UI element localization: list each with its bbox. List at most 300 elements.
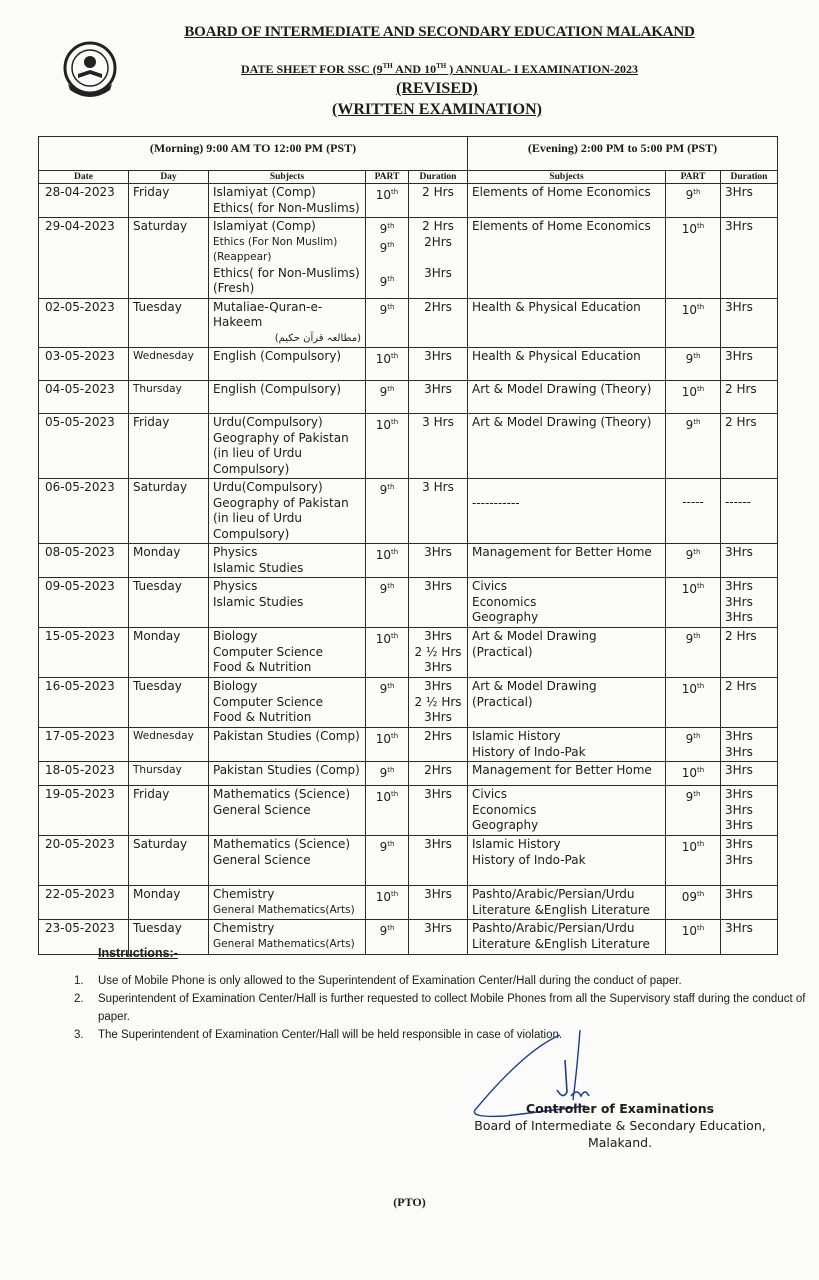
sup-th: TH: [436, 62, 447, 70]
part-value: [370, 480, 404, 499]
exam-date: 05-05-2023: [39, 414, 129, 478]
duration-line: 3Hrs: [725, 837, 753, 851]
part-number: 9: [685, 352, 694, 366]
part-suffix: th: [387, 240, 395, 249]
evening-duration: [721, 184, 777, 217]
duration-line: 3 Hrs: [422, 415, 454, 429]
morning-subjects: [209, 886, 366, 919]
part-number: 9: [379, 483, 388, 497]
part-value: [370, 787, 404, 806]
subject-line: Ethics( for Non-Muslims): [213, 200, 360, 215]
morning-duration: [409, 299, 468, 348]
subject-line: History of Indo-Pak: [472, 852, 586, 867]
table-row: [39, 678, 777, 728]
morning-subjects: [209, 299, 366, 348]
table-row: [39, 381, 777, 414]
duration-line: 3Hrs: [725, 594, 753, 609]
morning-shift-label: (Morning) 9:00 AM TO 12:00 PM (PST): [39, 137, 468, 170]
part-suffix: th: [391, 548, 399, 556]
part-value: [370, 629, 404, 648]
morning-part: [366, 728, 409, 761]
part-value: [370, 763, 404, 782]
part-value: [670, 579, 716, 598]
part-suffix: th: [391, 188, 399, 196]
subject-line: Food & Nutrition: [213, 660, 312, 674]
morning-duration: [409, 479, 468, 543]
exam-date: 18-05-2023: [39, 762, 129, 785]
exam-date: 17-05-2023: [39, 728, 129, 761]
col-header-evening-part: PART: [666, 171, 721, 183]
morning-part: [366, 299, 409, 348]
part-suffix: th: [387, 682, 395, 690]
evening-subjects: [468, 218, 666, 298]
subject-line: Mathematics (Science): [213, 787, 351, 801]
exam-date: 23-05-2023: [39, 920, 129, 954]
subject-line: Compulsory): [213, 526, 290, 541]
morning-duration: [409, 578, 468, 627]
part-value: [370, 185, 404, 204]
subject-line: Pashto/Arabic/Persian/Urdu: [472, 921, 635, 935]
evening-subjects: [468, 786, 666, 835]
duration-line: 3Hrs: [424, 349, 452, 363]
morning-part: [366, 218, 409, 298]
part-value: [370, 238, 404, 257]
part-number: 9: [685, 418, 694, 432]
exam-day: Friday: [129, 786, 209, 835]
evening-duration: [721, 762, 777, 785]
subject-line: Art & Model Drawing: [472, 629, 597, 643]
subject-line: Civics: [472, 579, 507, 593]
evening-part: [666, 479, 721, 543]
evening-part: [666, 678, 721, 727]
morning-duration: [409, 348, 468, 380]
morning-part: [366, 544, 409, 577]
part-number: 10: [681, 682, 698, 696]
exam-day: Saturday: [129, 479, 209, 543]
evening-duration: [721, 414, 777, 478]
duration-line: 2 ½ Hrs: [414, 694, 462, 709]
duration-line: 2Hrs: [424, 763, 452, 777]
duration-line: 2 ½ Hrs: [414, 644, 462, 659]
exam-day: Monday: [129, 886, 209, 919]
part-value: [370, 921, 404, 940]
part-number: 9: [379, 766, 388, 780]
subject-line: (in lieu of Urdu: [213, 446, 303, 460]
duration-line: [413, 250, 463, 266]
duration-line: 3Hrs: [725, 921, 753, 935]
exam-date: 08-05-2023: [39, 544, 129, 577]
subject-urdu-line: (مطالعہ قرآن حکیم): [274, 332, 361, 344]
duration-line: 3Hrs: [725, 818, 753, 832]
subject-line: Management for Better Home: [472, 545, 652, 559]
part-suffix: th: [693, 632, 701, 640]
subject-line: General Science: [213, 852, 311, 867]
subject-line: (Reappear): [213, 251, 272, 263]
subject-line: Pashto/Arabic/Persian/Urdu: [472, 887, 635, 901]
morning-part: [366, 762, 409, 785]
part-value: [370, 219, 404, 238]
morning-part: [366, 836, 409, 885]
part-number: 10: [375, 790, 392, 804]
part-suffix: th: [387, 483, 395, 491]
subject-line: [472, 480, 661, 496]
duration-line: 3Hrs: [725, 802, 753, 817]
subject-line: (Fresh): [213, 281, 255, 295]
part-suffix: th: [387, 385, 395, 393]
part-suffix: th: [391, 790, 399, 798]
table-row: [39, 786, 777, 836]
part-suffix: th: [693, 732, 701, 740]
duration-line: 3Hrs: [725, 787, 753, 801]
evening-duration: [721, 381, 777, 413]
evening-part: [666, 218, 721, 298]
part-value: [370, 300, 404, 319]
exam-date: 20-05-2023: [39, 836, 129, 885]
evening-duration: [721, 678, 777, 727]
exam-date: 02-05-2023: [39, 299, 129, 348]
morning-subjects: [209, 786, 366, 835]
morning-part: [366, 578, 409, 627]
part-suffix: th: [693, 352, 701, 360]
subject-line: Ethics( for Non-Muslims): [213, 265, 360, 280]
part-value: [670, 415, 716, 434]
duration-line: 3Hrs: [725, 744, 753, 759]
part-number: 9: [379, 240, 388, 255]
exam-day: Thursday: [129, 762, 209, 785]
evening-part: [666, 381, 721, 413]
evening-duration: [721, 886, 777, 919]
part-number: 9: [685, 632, 694, 646]
table-row: [39, 299, 777, 349]
exam-day: Monday: [129, 628, 209, 677]
duration-line: 3Hrs: [424, 579, 452, 593]
table-row: [39, 218, 777, 299]
evening-subjects: [468, 381, 666, 413]
exam-day: Saturday: [129, 836, 209, 885]
part-value: [370, 887, 404, 906]
evening-subjects: [468, 836, 666, 885]
duration-line: 2Hrs: [424, 729, 452, 743]
exam-date: 29-04-2023: [39, 218, 129, 298]
signatory-title: Controller of Examinations: [525, 1101, 715, 1116]
subject-line: Geography of Pakistan: [213, 430, 349, 445]
subject-line: Compulsory): [213, 461, 290, 476]
duration-line: 2Hrs: [424, 299, 452, 314]
morning-part: [366, 184, 409, 217]
duration-line: 3Hrs: [424, 382, 452, 396]
part-value: [370, 415, 404, 434]
morning-duration: [409, 886, 468, 919]
part-value: [670, 729, 716, 748]
part-number: 9: [685, 732, 694, 746]
signature-block: [440, 1100, 800, 1151]
date-sheet-title-prefix: DATE SHEET FOR SSC (9: [241, 62, 383, 76]
part-value: [670, 763, 716, 782]
instruction-text: The Superintendent of Examination Center/Hall will be held responsible in case of violation.: [98, 1029, 563, 1041]
evening-part: [666, 299, 721, 348]
subject-line: Health & Physical Education: [472, 299, 641, 314]
evening-subjects: [468, 299, 666, 348]
part-number: 10: [681, 302, 698, 317]
subject-line: Management for Better Home: [472, 763, 652, 777]
evening-part: [666, 184, 721, 217]
date-sheet-title: [0, 62, 819, 77]
duration-line: 3Hrs: [725, 579, 753, 593]
subject-line: Pakistan Studies (Comp): [213, 763, 360, 777]
part-number: 10: [681, 582, 698, 596]
subject-line: Food & Nutrition: [213, 710, 312, 724]
subject-line: Elements of Home Economics: [472, 219, 651, 233]
col-header-evening-duration: Duration: [730, 172, 768, 182]
part-suffix: th: [391, 352, 399, 360]
duration-line: 3Hrs: [725, 219, 753, 233]
subject-line: Computer Science: [213, 644, 323, 659]
col-header-part: PART: [366, 171, 409, 183]
duration-line: 3Hrs: [424, 921, 452, 935]
subject-line: General Mathematics(Arts): [213, 937, 355, 950]
part-suffix: th: [391, 632, 399, 640]
part-number: 9: [379, 582, 388, 596]
instruction-item: [74, 972, 809, 990]
duration-line: 3Hrs: [725, 545, 753, 559]
part-number: 10: [375, 352, 392, 366]
part-value: [670, 300, 716, 319]
col-header-day: Day: [129, 171, 209, 183]
part-value: [670, 921, 716, 940]
evening-part: [666, 886, 721, 919]
evening-subjects: [468, 678, 666, 727]
table-row: [39, 414, 777, 479]
duration-line: 3Hrs: [725, 299, 753, 314]
part-number: 9: [379, 840, 388, 854]
instruction-item: [74, 1026, 809, 1044]
exam-day: Thursday: [129, 381, 209, 413]
part-suffix: th: [387, 222, 395, 230]
subject-line: Economics: [472, 802, 537, 817]
subject-line: Art & Model Drawing (Theory): [472, 415, 652, 429]
col-header-date: Date: [39, 171, 129, 183]
part-value: [670, 382, 716, 401]
part-suffix: th: [697, 890, 705, 898]
evening-duration: [721, 544, 777, 577]
col-header-duration: Duration: [409, 171, 468, 183]
duration-line: 3Hrs: [424, 787, 452, 801]
part-value: [370, 349, 404, 368]
subject-line: (Practical): [472, 644, 533, 659]
part-value: [670, 837, 716, 856]
morning-duration: [409, 728, 468, 761]
subject-line: Art & Model Drawing: [472, 679, 597, 693]
duration-line: 3Hrs: [725, 887, 753, 901]
morning-subjects: [209, 836, 366, 885]
subject-line: English (Compulsory): [213, 349, 342, 363]
subject-line: English (Compulsory): [213, 382, 342, 396]
subject-line: Islamic History: [472, 837, 561, 851]
subject-line: Physics: [213, 545, 258, 559]
subject-line: Islamic History: [472, 729, 561, 743]
table-row: [39, 479, 777, 544]
subject-line: Civics: [472, 787, 507, 801]
part-number: 10: [681, 766, 698, 780]
duration-line: 3 Hrs: [422, 480, 454, 494]
morning-duration: [409, 762, 468, 785]
signatory-place: Malakand.: [587, 1135, 653, 1150]
subject-line: Elements of Home Economics: [472, 185, 651, 199]
part-number: 10: [681, 840, 698, 854]
morning-duration: [409, 920, 468, 954]
morning-duration: [409, 184, 468, 217]
table-body: [39, 184, 777, 954]
evening-subjects: [468, 628, 666, 677]
duration-line: 2Hrs: [424, 234, 452, 249]
subject-line: Physics: [213, 579, 258, 593]
morning-subjects: [209, 678, 366, 727]
part-number: 10: [375, 548, 392, 562]
evening-duration: [721, 299, 777, 348]
part-number: 10: [681, 385, 698, 399]
duration-line: 3Hrs: [725, 185, 753, 199]
subject-line: Art & Model Drawing (Theory): [472, 382, 652, 396]
subject-line: Literature &English Literature: [472, 936, 650, 951]
evening-duration: [721, 728, 777, 761]
part-suffix: th: [697, 682, 705, 690]
duration-line: 3Hrs: [424, 265, 452, 280]
duration-line: 3Hrs: [424, 545, 452, 559]
evening-subjects: [468, 728, 666, 761]
part-number: 10: [375, 188, 392, 202]
part-number: 10: [375, 418, 392, 432]
part-suffix: th: [697, 840, 705, 848]
duration-line: 3Hrs: [424, 679, 452, 693]
subject-line: Health & Physical Education: [472, 349, 641, 363]
morning-duration: [409, 381, 468, 413]
part-suffix: th: [387, 840, 395, 848]
exam-day: Tuesday: [129, 920, 209, 954]
part-suffix: th: [387, 766, 395, 774]
subject-line: Urdu(Compulsory): [213, 415, 323, 429]
col-header-subjects: Subjects: [209, 171, 366, 183]
subject-line: Islamic Studies: [213, 594, 304, 609]
subject-line: Geography: [472, 818, 539, 832]
duration-line: 3Hrs: [725, 610, 753, 624]
duration-line: 3Hrs: [424, 837, 452, 851]
part-number: 10: [681, 924, 698, 938]
exam-day: Wednesday: [129, 348, 209, 380]
evening-duration: [721, 218, 777, 298]
board-title: BOARD OF INTERMEDIATE AND SECONDARY EDUCATION MALAKAND: [184, 24, 695, 40]
part-number: 10: [681, 222, 698, 236]
morning-subjects: [209, 728, 366, 761]
exam-date: 09-05-2023: [39, 578, 129, 627]
morning-subjects: [209, 920, 366, 954]
morning-subjects: [209, 184, 366, 217]
evening-shift-label: (Evening) 2:00 PM to 5:00 PM (PST): [527, 141, 718, 155]
evening-subjects: [468, 348, 666, 380]
evening-duration: [721, 628, 777, 677]
please-turn-over-label: (PTO): [393, 1195, 426, 1209]
part-value: [670, 787, 716, 806]
part-value: [670, 887, 716, 906]
part-suffix: th: [391, 890, 399, 898]
morning-duration: [409, 628, 468, 677]
exam-day: Tuesday: [129, 299, 209, 348]
evening-subjects: [468, 886, 666, 919]
evening-subjects: [468, 479, 666, 543]
part-number: 9: [379, 385, 388, 399]
evening-part: [666, 786, 721, 835]
part-value: -----: [682, 495, 704, 509]
table-row: [39, 628, 777, 678]
part-value: [370, 729, 404, 748]
part-value: [370, 272, 404, 291]
duration-line: 2 Hrs: [422, 219, 454, 233]
morning-duration: [409, 786, 468, 835]
morning-part: [366, 414, 409, 478]
part-value: [670, 629, 716, 648]
part-number: 9: [379, 222, 388, 236]
part-suffix: th: [693, 188, 701, 196]
morning-part: [366, 920, 409, 954]
subject-line: Economics: [472, 594, 537, 609]
exam-date: 04-05-2023: [39, 381, 129, 413]
evening-part: [666, 762, 721, 785]
morning-part: [366, 786, 409, 835]
subject-line: Islamic Studies: [213, 560, 304, 575]
shift-header-row: [39, 137, 777, 171]
evening-duration: [721, 479, 777, 543]
evening-duration: [721, 578, 777, 627]
subject-line: Chemistry: [213, 887, 275, 901]
revised-label: (REVISED): [396, 80, 478, 97]
morning-part: [366, 628, 409, 677]
part-number: 10: [375, 732, 392, 746]
part-number: 9: [379, 302, 388, 317]
duration-line: 2 Hrs: [725, 415, 757, 429]
date-sheet-title-suffix: ) ANNUAL- I EXAMINATION-2023: [446, 62, 638, 76]
exam-day: Friday: [129, 414, 209, 478]
column-header-row: [39, 171, 777, 184]
table-row: [39, 348, 777, 381]
exam-date: 06-05-2023: [39, 479, 129, 543]
part-number: 9: [379, 924, 388, 938]
evening-subjects: [468, 544, 666, 577]
subject-line: Islamiyat (Comp): [213, 185, 316, 199]
morning-subjects: [209, 348, 366, 380]
evening-part: [666, 544, 721, 577]
instruction-item: [74, 990, 809, 1026]
subject-line: General Mathematics(Arts): [213, 903, 355, 916]
part-value: [670, 219, 716, 238]
written-exam-label: (WRITTEN EXAMINATION): [332, 101, 542, 118]
part-number: 9: [685, 790, 694, 804]
table-row: [39, 762, 777, 786]
sup-th: TH: [382, 62, 393, 70]
instruction-number: 2.: [74, 993, 84, 1005]
morning-subjects: [209, 544, 366, 577]
subject-line: Mathematics (Science): [213, 837, 351, 851]
instruction-text: Superintendent of Examination Center/Hall is further requested to collect Mobile Phones from all the Supervisory staff during the conduct of paper.: [98, 993, 806, 1023]
exam-day: Monday: [129, 544, 209, 577]
part-value: [670, 545, 716, 564]
morning-subjects: [209, 628, 366, 677]
morning-subjects: [209, 218, 366, 298]
part-number: 09: [681, 890, 698, 904]
duration-line: 3Hrs: [725, 729, 753, 743]
part-value: [370, 382, 404, 401]
part-number: 9: [685, 548, 694, 562]
morning-duration: [409, 544, 468, 577]
subject-line: (Practical): [472, 694, 533, 709]
